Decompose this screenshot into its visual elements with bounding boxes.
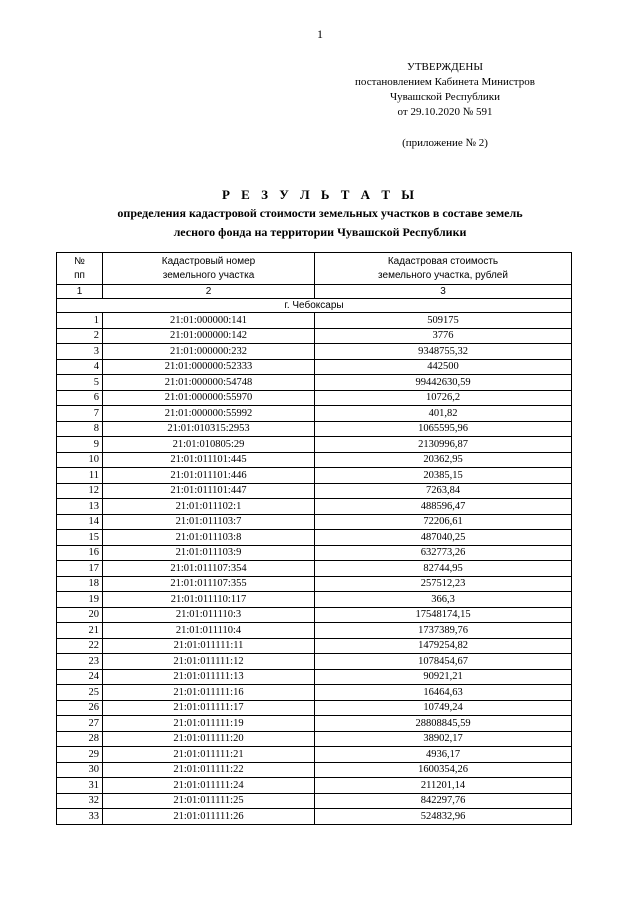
column-number: 3	[315, 285, 572, 299]
row-number: 14	[57, 514, 103, 530]
cadastral-number: 21:01:011110:4	[103, 623, 315, 639]
approval-republic: Чувашской Республики	[389, 91, 501, 103]
table-row	[57, 421, 572, 437]
cadastral-cost: 72206,61	[315, 514, 572, 530]
row-number: 24	[57, 669, 103, 685]
cadastral-cost: 38902,17	[315, 731, 572, 747]
row-number: 11	[57, 468, 103, 484]
table-row	[57, 592, 572, 608]
row-number: 20	[57, 607, 103, 623]
column-number: 2	[103, 285, 315, 299]
cadastral-number: 21:01:011101:445	[103, 452, 315, 468]
cadastral-number: 21:01:010315:2953	[103, 421, 315, 437]
cadastral-cost: 99442630,59	[315, 375, 572, 391]
cadastral-cost: 366,3	[315, 592, 572, 608]
header-number: № пп	[57, 253, 103, 285]
row-number: 31	[57, 778, 103, 794]
approval-block	[330, 60, 560, 151]
column-number: 1	[57, 285, 103, 299]
cadastral-cost: 9348755,32	[315, 344, 572, 360]
row-number: 33	[57, 809, 103, 825]
cadastral-cost: 3776	[315, 328, 572, 344]
cadastral-cost: 524832,96	[315, 809, 572, 825]
cadastral-cost: 20362,95	[315, 452, 572, 468]
table-row	[57, 530, 572, 546]
row-number: 17	[57, 561, 103, 577]
cadastral-cost: 211201,14	[315, 778, 572, 794]
cadastral-cost: 1737389,76	[315, 623, 572, 639]
cadastral-number: 21:01:011107:354	[103, 561, 315, 577]
cadastral-cost: 487040,25	[315, 530, 572, 546]
row-number: 15	[57, 530, 103, 546]
approval-heading: УТВЕРЖДЕНЫ	[407, 61, 483, 73]
table-row	[57, 545, 572, 561]
cadastral-cost: 488596,47	[315, 499, 572, 515]
cadastral-number: 21:01:000000:52333	[103, 359, 315, 375]
cadastral-number: 21:01:011103:8	[103, 530, 315, 546]
results-table	[56, 252, 572, 825]
row-number: 4	[57, 359, 103, 375]
cadastral-number: 21:01:011101:446	[103, 468, 315, 484]
cadastral-cost: 28808845,59	[315, 716, 572, 732]
cadastral-number: 21:01:011111:17	[103, 700, 315, 716]
section-title: г. Чебоксары	[57, 299, 572, 313]
cadastral-number: 21:01:011110:117	[103, 592, 315, 608]
row-number: 1	[57, 313, 103, 329]
row-number: 2	[57, 328, 103, 344]
table-row	[57, 359, 572, 375]
table-row	[57, 685, 572, 701]
cadastral-cost: 1600354,26	[315, 762, 572, 778]
cadastral-cost: 17548174,15	[315, 607, 572, 623]
title-line-2: лесного фонда на территории Чувашской Республики	[173, 225, 467, 239]
row-number: 7	[57, 406, 103, 422]
table-row	[57, 809, 572, 825]
cadastral-number: 21:01:000000:55992	[103, 406, 315, 422]
cadastral-number: 21:01:011111:20	[103, 731, 315, 747]
table-row	[57, 778, 572, 794]
cadastral-cost: 10726,2	[315, 390, 572, 406]
header-cadastral-cost: Кадастровая стоимость земельного участка, рублей	[315, 253, 572, 285]
row-number: 26	[57, 700, 103, 716]
cadastral-number: 21:01:011111:11	[103, 638, 315, 654]
cadastral-number: 21:01:011111:13	[103, 669, 315, 685]
cadastral-cost: 632773,26	[315, 545, 572, 561]
table-row	[57, 747, 572, 763]
cadastral-number: 21:01:011101:447	[103, 483, 315, 499]
row-number: 9	[57, 437, 103, 453]
cadastral-cost: 90921,21	[315, 669, 572, 685]
cadastral-number: 21:01:011111:16	[103, 685, 315, 701]
table-row	[57, 700, 572, 716]
table-row	[57, 483, 572, 499]
table-row	[57, 561, 572, 577]
row-number: 22	[57, 638, 103, 654]
appendix-note: (приложение № 2)	[402, 137, 488, 149]
cadastral-number: 21:01:000000:142	[103, 328, 315, 344]
table-row	[57, 607, 572, 623]
cadastral-number: 21:01:011111:25	[103, 793, 315, 809]
table-row	[57, 344, 572, 360]
cadastral-number: 21:01:011110:3	[103, 607, 315, 623]
table-row	[57, 468, 572, 484]
title-word: Р Е З У Л Ь Т А Т Ы	[221, 187, 419, 202]
section-row	[57, 299, 572, 313]
table-row	[57, 406, 572, 422]
table-row	[57, 654, 572, 670]
cadastral-number: 21:01:011111:19	[103, 716, 315, 732]
cadastral-number: 21:01:011111:22	[103, 762, 315, 778]
row-number: 18	[57, 576, 103, 592]
document-title	[0, 187, 640, 241]
cadastral-cost: 1479254,82	[315, 638, 572, 654]
table-row	[57, 638, 572, 654]
row-number: 30	[57, 762, 103, 778]
row-number: 6	[57, 390, 103, 406]
cadastral-cost: 509175	[315, 313, 572, 329]
table-header-row	[57, 253, 572, 285]
table-row	[57, 452, 572, 468]
cadastral-cost: 1065595,96	[315, 421, 572, 437]
cadastral-cost: 257512,23	[315, 576, 572, 592]
cadastral-number: 21:01:000000:55970	[103, 390, 315, 406]
header-cadastral-number: Кадастровый номер земельного участка	[103, 253, 315, 285]
table-row	[57, 375, 572, 391]
table-row	[57, 762, 572, 778]
row-number: 27	[57, 716, 103, 732]
approval-resolution: постановлением Кабинета Министров	[355, 76, 535, 88]
cadastral-cost: 842297,76	[315, 793, 572, 809]
row-number: 3	[57, 344, 103, 360]
cadastral-cost: 4936,17	[315, 747, 572, 763]
column-number-row	[57, 285, 572, 299]
table-row	[57, 313, 572, 329]
table-row	[57, 623, 572, 639]
cadastral-cost: 442500	[315, 359, 572, 375]
row-number: 10	[57, 452, 103, 468]
cadastral-number: 21:01:000000:232	[103, 344, 315, 360]
table-row	[57, 328, 572, 344]
row-number: 25	[57, 685, 103, 701]
row-number: 8	[57, 421, 103, 437]
cadastral-number: 21:01:011103:7	[103, 514, 315, 530]
row-number: 16	[57, 545, 103, 561]
cadastral-number: 21:01:011111:26	[103, 809, 315, 825]
cadastral-number: 21:01:011107:355	[103, 576, 315, 592]
cadastral-number: 21:01:011111:24	[103, 778, 315, 794]
cadastral-cost: 7263,84	[315, 483, 572, 499]
table-row	[57, 390, 572, 406]
cadastral-cost: 16464,63	[315, 685, 572, 701]
table-row	[57, 731, 572, 747]
cadastral-cost: 2130996,87	[315, 437, 572, 453]
cadastral-number: 21:01:011111:21	[103, 747, 315, 763]
table-row	[57, 716, 572, 732]
row-number: 23	[57, 654, 103, 670]
cadastral-number: 21:01:000000:141	[103, 313, 315, 329]
cadastral-cost: 82744,95	[315, 561, 572, 577]
table-row	[57, 576, 572, 592]
table-row	[57, 499, 572, 515]
title-line-1: определения кадастровой стоимости земельных участков в составе земель	[117, 206, 523, 220]
approval-date: от 29.10.2020 № 591	[397, 106, 493, 118]
page-number: 1	[317, 27, 323, 41]
cadastral-number: 21:01:010805:29	[103, 437, 315, 453]
cadastral-number: 21:01:000000:54748	[103, 375, 315, 391]
row-number: 12	[57, 483, 103, 499]
table-row	[57, 793, 572, 809]
table-row	[57, 669, 572, 685]
cadastral-cost: 401,82	[315, 406, 572, 422]
cadastral-number: 21:01:011103:9	[103, 545, 315, 561]
row-number: 28	[57, 731, 103, 747]
row-number: 21	[57, 623, 103, 639]
row-number: 5	[57, 375, 103, 391]
row-number: 19	[57, 592, 103, 608]
cadastral-cost: 1078454,67	[315, 654, 572, 670]
cadastral-number: 21:01:011111:12	[103, 654, 315, 670]
cadastral-number: 21:01:011102:1	[103, 499, 315, 515]
cadastral-cost: 20385,15	[315, 468, 572, 484]
row-number: 13	[57, 499, 103, 515]
row-number: 32	[57, 793, 103, 809]
table-row	[57, 514, 572, 530]
cadastral-cost: 10749,24	[315, 700, 572, 716]
row-number: 29	[57, 747, 103, 763]
table-row	[57, 437, 572, 453]
